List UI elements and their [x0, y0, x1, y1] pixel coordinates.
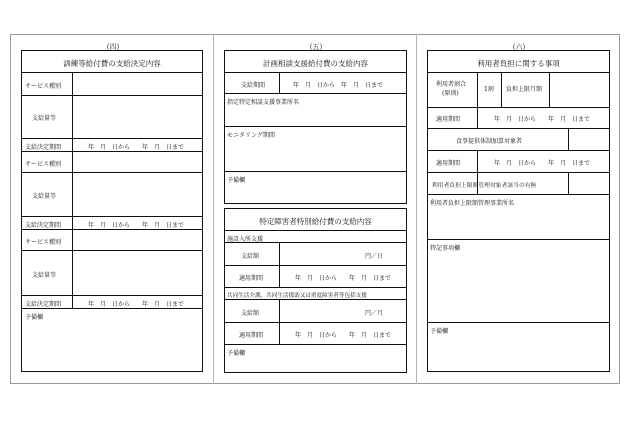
service-type-label-2: サービス種別 — [25, 161, 62, 168]
fold-line-right — [416, 34, 417, 384]
page-number-5: (五) — [309, 43, 323, 51]
monitoring-label: モニタリング期間 — [227, 132, 275, 139]
apply-period-value-2: 年 月 日から 年 月 日まで — [295, 332, 392, 339]
apply-period-value-2: 年 月 日から 年 月 日まで — [494, 160, 591, 167]
decision-period-label-2: 支給決定期間 — [25, 222, 62, 229]
notes-label-2: 予備欄 — [227, 350, 246, 357]
yen-per-month: 円／月 — [365, 310, 384, 317]
supply-amount-label-2: 支給量等 — [32, 193, 57, 200]
cap-management-label: 利用者負担上限額管理対象者該当の有無 — [432, 183, 537, 189]
supply-amount-label-3: 支給量等 — [32, 272, 57, 279]
cap-office-label: 利用者負担上限額管理事業所名 — [430, 200, 515, 207]
service-type-label-3: サービス種別 — [25, 239, 62, 246]
office-name-label: 指定特定相談支援事業所名 — [227, 99, 300, 106]
group-home-label: 共同生活介護、共同生活援助又は重度障害者等包括支援 — [227, 293, 367, 299]
service-type-label-1: サービス種別 — [25, 83, 62, 90]
monthly-cap-label: 負担上限月額 — [506, 86, 543, 93]
decision-period-label-3: 支給決定期間 — [25, 301, 62, 308]
apply-period-label-2: 適用期間 — [239, 332, 264, 339]
decision-period-label-1: 支給決定期間 — [25, 144, 62, 151]
supply-amount-label-1: 支給量等 — [32, 115, 57, 122]
notes-label: 予備欄 — [430, 328, 449, 335]
apply-period-label: 適用期間 — [436, 116, 461, 123]
user-ratio-sub: (原則) — [442, 90, 459, 97]
apply-period-value: 年 月 日から 年 月 日まで — [494, 116, 591, 123]
panel-training-benefits — [21, 50, 203, 372]
meal-target-label: 食事提供体制加算対象者 — [456, 138, 523, 145]
panel-title: 特定障害者特別給付費の支給内容 — [259, 217, 372, 226]
notes-label: 予備欄 — [227, 177, 246, 184]
supply-period-label: 支給期間 — [241, 82, 266, 89]
decision-period-value-2: 年 月 日から 年 月 日まで — [88, 222, 185, 229]
panel-plan-consultation — [224, 50, 407, 204]
user-ratio-label: 利用者割合 — [436, 81, 467, 88]
panel-user-burden — [427, 50, 610, 372]
pay-amount-label-2: 支給額 — [241, 310, 260, 317]
panel-title: 訓練等給付費の支給決定内容 — [63, 59, 161, 68]
apply-period-value: 年 月 日から 年 月 日まで — [295, 275, 392, 282]
special-notes-label: 特記事項欄 — [430, 245, 461, 252]
fold-line-left — [213, 34, 214, 384]
panel-title: 計画相談支援給付費の支給内容 — [263, 59, 368, 68]
yen-per-day: 円／日 — [365, 253, 384, 260]
facility-support-label: 施設入所支援 — [227, 236, 264, 243]
page-number-4: (四) — [106, 43, 120, 51]
notes-label: 予備欄 — [25, 314, 44, 321]
decision-period-value-1: 年 月 日から 年 月 日まで — [88, 144, 185, 151]
apply-period-label-2: 適用期間 — [436, 160, 461, 167]
panel-title: 利用者負担に関する事項 — [477, 59, 560, 68]
panel-special-disability — [224, 208, 407, 373]
page-number-6: (六) — [512, 43, 526, 51]
ratio-value: 1割 — [484, 86, 494, 93]
decision-period-value-3: 年 月 日から 年 月 日まで — [88, 301, 185, 308]
supply-period-value: 年 月 日から 年 月 日まで — [293, 82, 384, 89]
apply-period-label: 適用期間 — [239, 275, 264, 282]
pay-amount-label: 支給額 — [241, 253, 260, 260]
